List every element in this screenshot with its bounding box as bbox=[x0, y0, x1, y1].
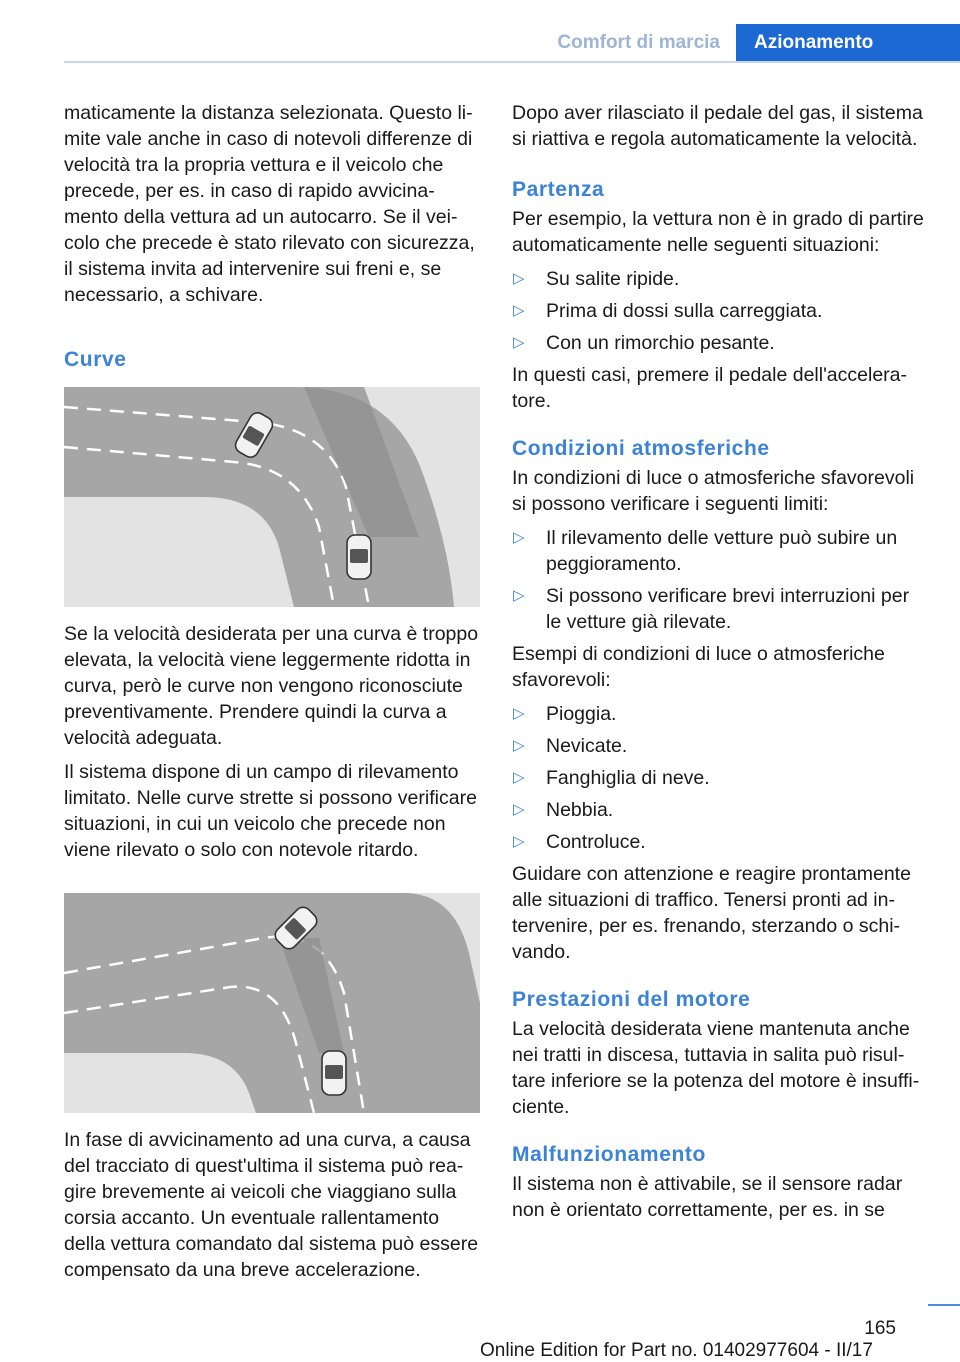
malfunzionamento-heading: Malfunzionamento bbox=[512, 1143, 706, 1166]
list-item: ▷ Controluce. bbox=[513, 831, 646, 853]
partenza-heading: Partenza bbox=[512, 178, 605, 201]
triangle-bullet-icon: ▷ bbox=[513, 334, 525, 351]
malfunzionamento-paragraph: Il sistema non è attivabile, se il sensore radar non è orientato correttamente, per es. in se bbox=[512, 1173, 903, 1221]
header-section-title: Comfort di marcia bbox=[557, 32, 720, 53]
triangle-bullet-icon: ▷ bbox=[513, 270, 525, 287]
triangle-bullet-icon: ▷ bbox=[513, 302, 525, 319]
left-intro-paragraph: maticamente la distanza selezionata. Questo limite vale anche in caso di notevoli differenze di velocità tra la propria vettura e il veicolo che precede, per es. in caso di rapido avvicinamento della vettura ad un autocarro. Se il veicolo che precede è stato rilevato con sicurezza, il sistema invita ad intervenire sui freni e, se necessario, a schivare. bbox=[64, 102, 475, 306]
page-number: 165 bbox=[864, 1318, 896, 1339]
triangle-bullet-icon: ▷ bbox=[513, 769, 525, 786]
list-item: ▷ Si possono verificare brevi interruzioni per le vetture già rilevate. bbox=[513, 585, 910, 633]
curve-paragraph-1: Se la velocità desiderata per una curva è troppo elevata, la velocità viene leggermente ridotta in curva, però le curve non vengono riconosciute preventivamente. Prendere quindi la curva a velocità adeguata. bbox=[64, 623, 479, 749]
meteo-examples-list bbox=[512, 701, 928, 855]
list-item: ▷ Con un rimorchio pesante. bbox=[513, 332, 775, 354]
list-item: ▷ Nebbia. bbox=[513, 799, 614, 821]
curve-illustration-1 bbox=[64, 387, 480, 607]
triangle-bullet-icon: ▷ bbox=[513, 801, 525, 818]
triangle-bullet-icon: ▷ bbox=[513, 587, 525, 604]
curve-paragraph-3: In fase di avvicinamento ad una curva, a causa del tracciato di quest'ultima il sistema può reagire brevemente ai veicoli che viaggiano sulla corsia accanto. Un eventuale rallentamento della vettura comandato dal sistema può essere compensato da una breve accelerazione. bbox=[64, 1129, 479, 1281]
partenza-list bbox=[512, 266, 928, 356]
meteo-after-paragraph: Guidare con attenzione e reagire prontamente alle situazioni di traffico. Tenersi pronti ad intervenire, per es. frenando, sterzando o schivando. bbox=[512, 863, 911, 963]
list-item: ▷ Il rilevamento delle vetture può subire un peggioramento. bbox=[513, 527, 898, 575]
curve-illustration-2 bbox=[64, 893, 480, 1113]
left-column bbox=[64, 100, 480, 1291]
footer-rule bbox=[928, 1304, 960, 1306]
curve-heading: Curve bbox=[64, 348, 127, 371]
right-column bbox=[512, 100, 928, 1231]
car-top-view-icon bbox=[347, 535, 371, 579]
list-item: ▷ Prima di dossi sulla carreggiata. bbox=[513, 300, 823, 322]
list-item: ▷ Fanghiglia di neve. bbox=[513, 767, 710, 789]
triangle-bullet-icon: ▷ bbox=[513, 737, 525, 754]
triangle-bullet-icon: ▷ bbox=[513, 833, 525, 850]
list-item: ▷ Nevicate. bbox=[513, 735, 628, 757]
triangle-bullet-icon: ▷ bbox=[513, 529, 525, 546]
triangle-bullet-icon: ▷ bbox=[513, 705, 525, 722]
right-intro-paragraph: Dopo aver rilasciato il pedale del gas, il sistema si riattiva e regola automaticamente la velocità. bbox=[512, 102, 923, 150]
partenza-after-paragraph: In questi casi, premere il pedale dell'acceleratore. bbox=[512, 364, 908, 412]
curve-paragraph-2: Il sistema dispone di un campo di rilevamento limitato. Nelle curve strette si possono verificare situazioni, in cui un veicolo che precede non viene rilevato o solo con notevole ritardo. bbox=[64, 761, 477, 861]
list-item: ▷ Pioggia. bbox=[513, 703, 617, 725]
list-item: ▷ Su salite ripide. bbox=[513, 268, 680, 290]
partenza-paragraph: Per esempio, la vettura non è in grado di partire automaticamente nelle seguenti situazioni: bbox=[512, 208, 924, 256]
meteo-heading: Condizioni atmosferiche bbox=[512, 437, 770, 460]
motore-paragraph: La velocità desiderata viene mantenuta anche nei tratti in discesa, tuttavia in salita può risultare inferiore se la potenza del motore è insufficiente. bbox=[512, 1018, 920, 1118]
edition-footer: Online Edition for Part no. 01402977604 - II/17 bbox=[480, 1340, 873, 1361]
meteo-list bbox=[512, 525, 928, 635]
meteo-paragraph: In condizioni di luce o atmosferiche sfavorevoli si possono verificare i seguenti limiti: bbox=[512, 467, 915, 515]
car-top-view-icon bbox=[322, 1051, 346, 1095]
header-rule bbox=[64, 61, 960, 63]
motore-heading: Prestazioni del motore bbox=[512, 988, 751, 1011]
header-chapter-tab: Azionamento bbox=[736, 24, 960, 61]
meteo-examples-paragraph: Esempi di condizioni di luce o atmosferiche sfavorevoli: bbox=[512, 643, 885, 691]
